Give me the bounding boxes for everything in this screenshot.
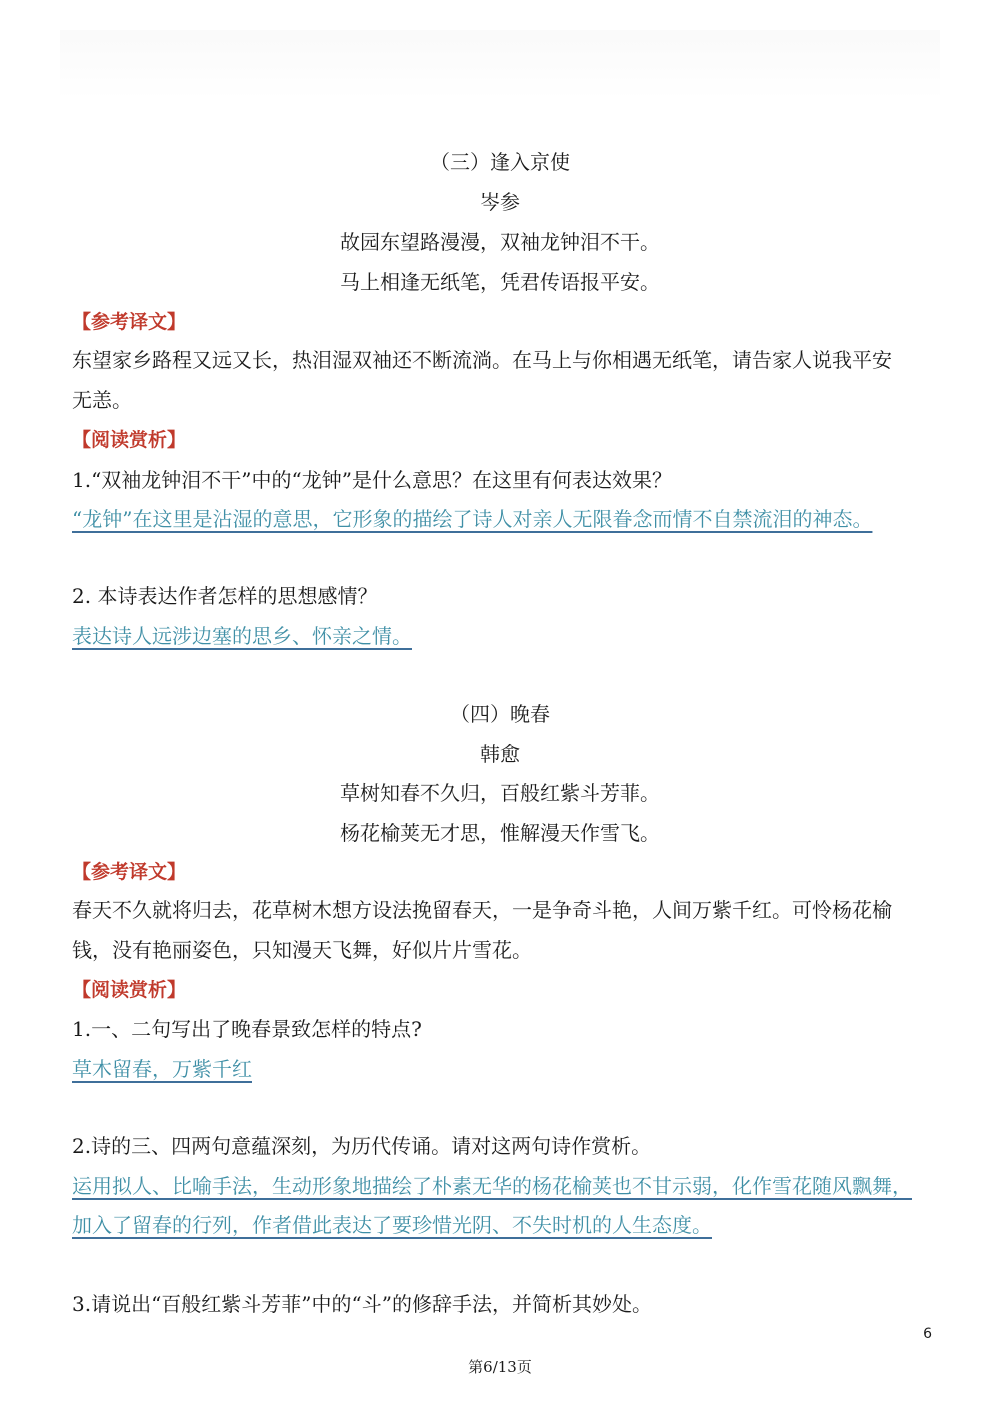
section3-question-1: 1.“双袖龙钟泪不干”中的“龙钟”是什么意思？在这里有何表达效果？ bbox=[72, 468, 672, 492]
section3-answer-1: “龙钟”在这里是沾湿的意思，它形象的描绘了诗人对亲人无限眷念而情不自禁流泪的神态。 bbox=[72, 507, 873, 531]
section3-answer-2: 表达诗人远涉边塞的思乡、怀亲之情。 bbox=[72, 624, 412, 648]
section4-answer-1: 草木留春，万紫千红 bbox=[72, 1057, 252, 1081]
section4-translation-line-1: 春天不久就将归去，花草树木想方设法挽留春天，一是争奇斗艳，人间万紫千红。可怜杨花榆 bbox=[72, 898, 892, 922]
poem4-line-2: 杨花榆荚无才思，惟解漫天作雪飞。 bbox=[340, 821, 660, 845]
section3-translation-heading: 【参考译文】 bbox=[72, 311, 187, 333]
section3-translation-line-1: 东望家乡路程又远又长，热泪湿双袖还不断流淌。在马上与你相遇无纸笔，请告家人说我平安 bbox=[72, 348, 892, 372]
section4-translation-heading: 【参考译文】 bbox=[72, 861, 187, 883]
poem3-author: 岑参 bbox=[480, 190, 520, 214]
section4-answer-2-line-2: 加入了留春的行列，作者借此表达了要珍惜光阴、不失时机的人生态度。 bbox=[72, 1213, 712, 1237]
scan-smudge bbox=[60, 30, 940, 100]
section4-analysis-heading: 【阅读赏析】 bbox=[72, 979, 187, 1001]
poem3-line-1: 故园东望路漫漫，双袖龙钟泪不干。 bbox=[340, 230, 660, 254]
poem3-title: （三）逢入京使 bbox=[430, 150, 570, 174]
page-number: 6 bbox=[923, 1326, 932, 1342]
poem4-author: 韩愈 bbox=[480, 742, 520, 766]
section3-question-2: 2. 本诗表达作者怎样的思想感情？ bbox=[72, 584, 378, 608]
section3-analysis-heading: 【阅读赏析】 bbox=[72, 429, 187, 451]
poem4-line-1: 草树知春不久归，百般红紫斗芳菲。 bbox=[340, 781, 660, 805]
section4-question-1: 1.一、二句写出了晚春景致怎样的特点? bbox=[72, 1017, 422, 1041]
page-footer: 第6/13页 bbox=[468, 1358, 532, 1376]
poem3-line-2: 马上相逢无纸笔，凭君传语报平安。 bbox=[340, 270, 660, 294]
section4-answer-2-line-1: 运用拟人、比喻手法，生动形象地描绘了朴素无华的杨花榆荚也不甘示弱，化作雪花随风飘舞， bbox=[72, 1174, 912, 1198]
poem4-title: （四）晚春 bbox=[450, 702, 550, 726]
section4-question-2: 2.诗的三、四两句意蕴深刻，为历代传诵。请对这两句诗作赏析。 bbox=[72, 1134, 652, 1158]
section4-question-3: 3.请说出“百般红紫斗芳菲”中的“斗”的修辞手法，并简析其妙处。 bbox=[72, 1292, 652, 1316]
section4-translation-line-2: 钱，没有艳丽姿色，只知漫天飞舞，好似片片雪花。 bbox=[72, 938, 532, 962]
section3-translation-line-2: 无恙。 bbox=[72, 388, 132, 412]
